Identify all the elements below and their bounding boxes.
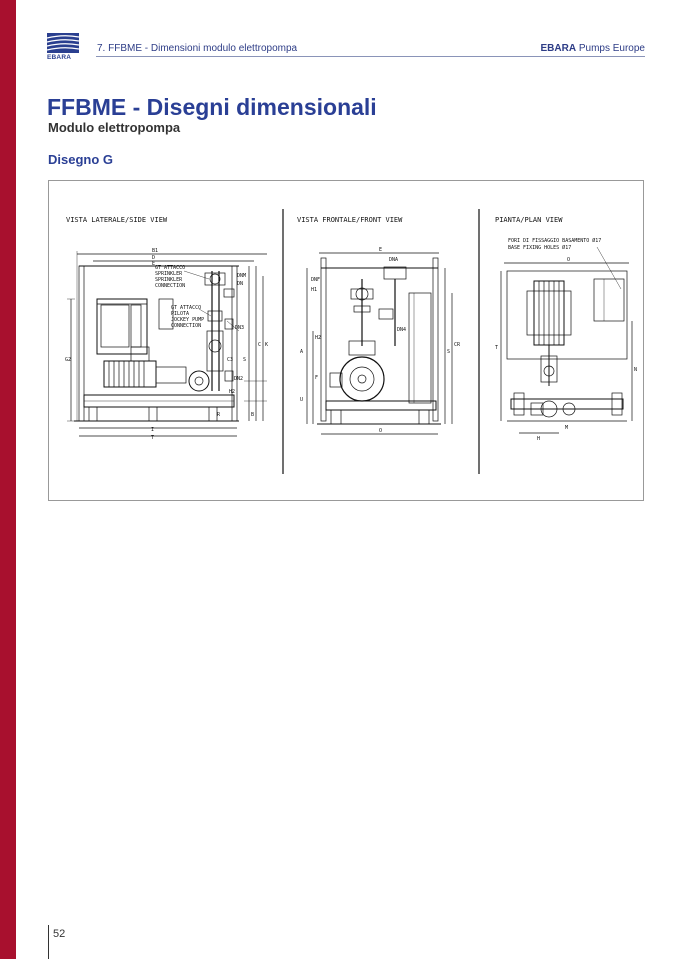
dim-front-h1: H1 bbox=[311, 287, 318, 293]
page-title: FFBME - Disegni dimensionali bbox=[47, 94, 377, 120]
dim-front-h2: H2 bbox=[315, 335, 322, 341]
note-jockey-3: JOCKEY PUMP bbox=[171, 317, 205, 323]
dim-b1: B1 bbox=[152, 248, 159, 254]
dim-front-dnf: DNF bbox=[311, 277, 321, 283]
side-view-title: VISTA LATERALE/SIDE VIEW bbox=[66, 216, 168, 224]
dim-r: R bbox=[217, 412, 221, 418]
note-jockey-1: GT ATTACCO bbox=[171, 305, 202, 311]
note-sprinkler-2: SPRINKLER bbox=[155, 271, 183, 277]
dim-front-u: U bbox=[300, 397, 304, 403]
brand-suffix: Pumps Europe bbox=[576, 43, 645, 54]
dim-dn3: DN3 bbox=[235, 325, 245, 331]
dim-g2: G2 bbox=[65, 357, 72, 363]
page-number: 52 bbox=[53, 928, 66, 940]
dim-plan-t: T bbox=[495, 345, 499, 351]
dim-plan-n: N bbox=[634, 367, 638, 373]
dim-c3: C3 bbox=[227, 357, 234, 363]
footer-divider bbox=[48, 925, 49, 959]
plan-note-it: FORI DI FISSAGGIO BASAMENTO Ø17 bbox=[508, 238, 602, 244]
red-edge-bar bbox=[0, 0, 16, 959]
logo-text: EBARA bbox=[47, 54, 72, 61]
note-sprinkler-1: GT ATTACCO bbox=[155, 265, 186, 271]
note-jockey-4: CONNECTION bbox=[171, 323, 202, 329]
dim-e: E bbox=[152, 261, 156, 267]
dim-plan-h: H bbox=[537, 436, 541, 442]
brand-name: EBARA bbox=[540, 43, 577, 54]
page-subtitle: Modulo elettropompa bbox=[48, 120, 181, 135]
dim-plan-o: O bbox=[567, 257, 571, 263]
dim-front-o: O bbox=[379, 428, 383, 434]
technical-drawing bbox=[49, 181, 645, 502]
dim-front-dn4: DN4 bbox=[397, 327, 407, 333]
dim-front-f: F bbox=[315, 375, 319, 381]
note-sprinkler-4: CONNECTION bbox=[155, 283, 186, 289]
plan-note-en: BASE FIXING HOLES Ø17 bbox=[508, 245, 572, 251]
note-jockey-2: PILOTA bbox=[171, 311, 190, 317]
dim-dn: DN bbox=[237, 281, 244, 287]
dim-i: I bbox=[151, 427, 155, 433]
header-section: 7. FFBME - Dimensioni modulo elettropompa bbox=[97, 43, 298, 54]
dim-b: B bbox=[251, 412, 255, 418]
drawing-frame bbox=[48, 180, 644, 501]
dim-s: S bbox=[243, 357, 247, 363]
dim-k: K bbox=[265, 342, 269, 348]
header-divider bbox=[96, 56, 645, 57]
dim-h2: H2 bbox=[229, 389, 236, 395]
dim-c: C bbox=[258, 342, 262, 348]
plan-view-title: PIANTA/PLAN VIEW bbox=[495, 216, 563, 224]
dim-front-dna: DNA bbox=[389, 257, 399, 263]
header-brand bbox=[541, 43, 646, 54]
drawing-label: Disegno G bbox=[48, 152, 114, 167]
dim-front-s: S bbox=[447, 349, 451, 355]
dim-d: D bbox=[152, 255, 156, 261]
front-view-title: VISTA FRONTALE/FRONT VIEW bbox=[297, 216, 403, 224]
dim-front-cr: CR bbox=[454, 342, 461, 348]
dim-t: T bbox=[151, 435, 155, 441]
dim-front-a: A bbox=[300, 349, 304, 355]
dim-plan-m: M bbox=[565, 425, 569, 431]
dim-dn2: DN2 bbox=[234, 376, 244, 382]
note-sprinkler-3: SPRINKLER bbox=[155, 277, 183, 283]
dim-dnm: DNM bbox=[237, 273, 247, 279]
dim-front-e: E bbox=[379, 247, 383, 253]
